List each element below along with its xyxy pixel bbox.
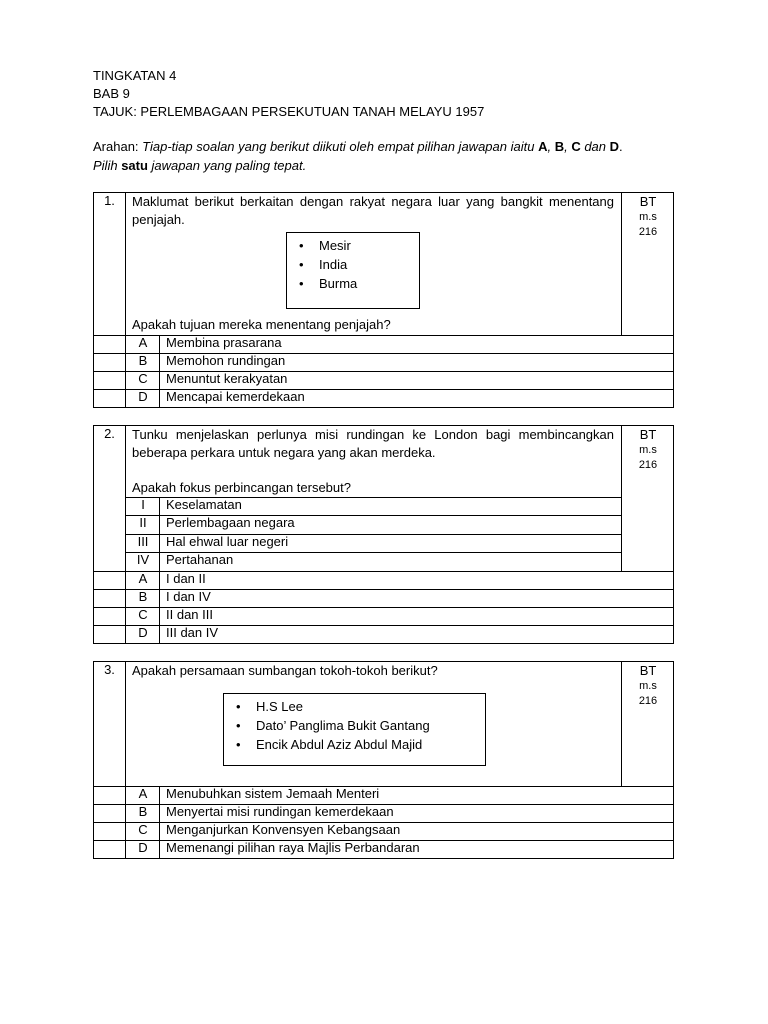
statement-item: Perlembagaan negara — [166, 515, 295, 530]
option-d[interactable]: Memenangi pilihan raya Majlis Perbandaran — [166, 840, 420, 855]
option-letter: B — [138, 589, 148, 604]
option-c[interactable]: Menuntut kerakyatan — [166, 371, 288, 386]
option-letter: D — [138, 389, 148, 404]
ref-page-label: m.s — [639, 211, 657, 223]
option-d[interactable]: III dan IV — [166, 625, 219, 640]
option-b[interactable]: Menyertai misi rundingan kemerdekaan — [166, 804, 394, 819]
option-c[interactable]: II dan III — [166, 607, 213, 622]
option-letter: A — [138, 335, 148, 350]
instruction-period: . — [619, 139, 623, 154]
choice-b-ref: B — [554, 139, 565, 154]
ref-page: 216 — [638, 226, 658, 238]
option-b[interactable]: I dan IV — [166, 589, 211, 604]
chapter: BAB 9 — [93, 86, 130, 101]
question-number: 1. — [104, 193, 115, 208]
instruction-and: dan — [580, 139, 610, 154]
reference — [622, 426, 674, 473]
option-letter: C — [138, 822, 148, 837]
option-a[interactable]: Menubuhkan sistem Jemaah Menteri — [166, 786, 380, 801]
question-prompt: Apakah persamaan sumbangan tokoh-tokoh berikut? — [132, 663, 438, 678]
ref-page: 216 — [638, 459, 658, 471]
option-letter: C — [138, 371, 148, 386]
instruction — [93, 137, 678, 175]
question-1 — [93, 192, 674, 408]
option-letter: C — [138, 607, 148, 622]
bullet-item: • Mesir — [287, 236, 419, 255]
choice-c-ref: C — [571, 139, 581, 154]
option-letter: D — [138, 625, 148, 640]
statement-item: Hal ehwal luar negeri — [166, 534, 289, 549]
option-letter: B — [138, 804, 148, 819]
option-a[interactable]: Membina prasarana — [166, 335, 282, 350]
ref-page-label: m.s — [639, 444, 657, 456]
reference — [622, 193, 674, 240]
option-a[interactable]: I dan II — [166, 571, 206, 586]
choice-a-ref: A — [538, 139, 548, 154]
instruction-text: Pilih — [93, 158, 122, 173]
info-box — [286, 232, 420, 309]
instruction-label: Arahan: — [93, 139, 143, 154]
ref-book: BT — [639, 663, 657, 678]
question-stem: Maklumat berikut berkaitan dengan rakyat negara luar yang bangkit menentang penjajah. — [132, 194, 614, 227]
option-b[interactable]: Memohon rundingan — [166, 353, 286, 368]
ref-book: BT — [639, 427, 657, 442]
choice-d-ref: D — [609, 139, 620, 154]
statement-item: Pertahanan — [166, 552, 234, 567]
option-letter: A — [138, 571, 148, 586]
statement-numeral: II — [139, 515, 147, 530]
option-letter: B — [138, 353, 148, 368]
option-d[interactable]: Mencapai kemerdekaan — [166, 389, 305, 404]
option-c[interactable]: Menganjurkan Konvensyen Kebangsaan — [166, 822, 401, 837]
ref-page-label: m.s — [639, 680, 657, 692]
statement-numeral: III — [137, 534, 149, 549]
bullet-item: • Encik Abdul Aziz Abdul Majid — [224, 735, 485, 754]
question-number: 2. — [104, 426, 115, 441]
reference — [622, 662, 674, 709]
instruction-text: jawapan yang paling tepat. — [147, 158, 307, 173]
bullet-item: • Dato’ Panglima Bukit Gantang — [224, 716, 485, 735]
bullet-item: • Burma — [287, 274, 419, 293]
statement-numeral: I — [141, 497, 145, 512]
option-letter: D — [138, 840, 148, 855]
question-prompt: Apakah fokus perbincangan tersebut? — [132, 480, 351, 495]
instruction-emphasis: satu — [121, 158, 148, 173]
class-level: TINGKATAN 4 — [93, 68, 177, 83]
bullet-item: • India — [287, 255, 419, 274]
instruction-comma: , — [564, 139, 572, 154]
ref-page: 216 — [638, 695, 658, 707]
question-3 — [93, 661, 674, 859]
option-letter: A — [138, 786, 148, 801]
instruction-comma: , — [547, 139, 555, 154]
topic-title: TAJUK: PERLEMBAGAAN PERSEKUTUAN TANAH MELAYU 1957 — [93, 104, 485, 119]
ref-book: BT — [639, 194, 657, 209]
instruction-text: Tiap-tiap soalan yang berikut diikuti oleh empat pilihan jawapan iaitu — [142, 139, 539, 154]
info-box — [223, 693, 486, 766]
question-2 — [93, 425, 674, 644]
bullet-item: • H.S Lee — [224, 697, 485, 716]
statement-item: Keselamatan — [166, 497, 242, 512]
question-number: 3. — [104, 662, 115, 677]
statement-numeral: IV — [136, 552, 150, 567]
question-prompt: Apakah tujuan mereka menentang penjajah? — [132, 317, 391, 332]
question-stem: Tunku menjelaskan perlunya misi rundingan ke London bagi membincangkan beberapa perkara untuk negara yang akan merdeka. — [132, 427, 614, 460]
